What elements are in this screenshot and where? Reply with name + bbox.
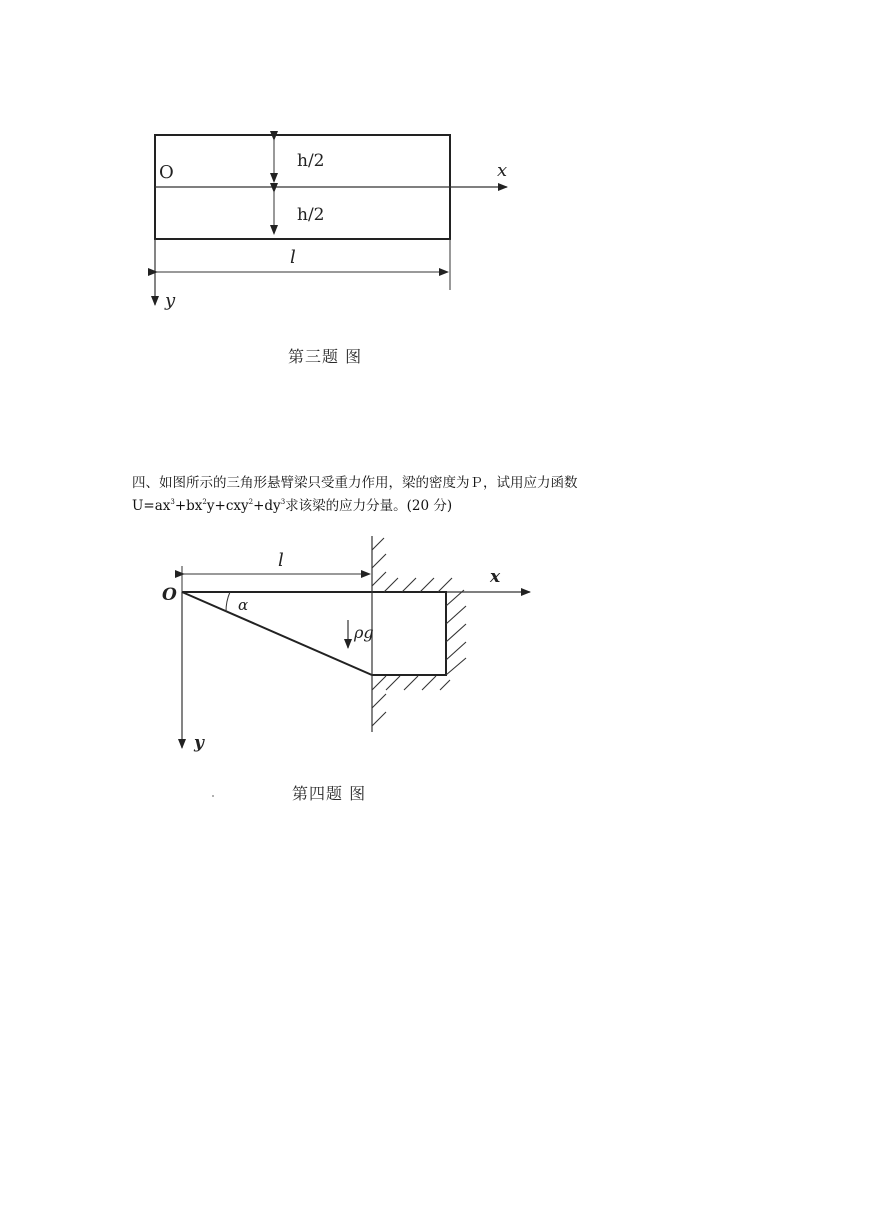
wall-hatching: [372, 538, 386, 726]
load-label: ρg: [354, 623, 374, 642]
question-4-tail: 求该梁的应力分量。(20 分): [285, 498, 453, 514]
x-axis-label: x: [497, 160, 508, 181]
origin-label: O: [159, 162, 174, 183]
formula-term: y+cxy: [206, 498, 249, 514]
x-axis-label: x: [490, 567, 501, 587]
bottom-half-label: h/2: [297, 205, 325, 225]
right-wall-hatching: [446, 590, 466, 675]
formula-exponent: 3: [170, 498, 175, 506]
top-half-label: h/2: [297, 151, 325, 171]
length-label: l: [278, 550, 284, 571]
formula-term: U=ax: [132, 498, 171, 514]
figure-4-caption: 第四题 图: [292, 784, 367, 803]
length-label: l: [290, 247, 296, 268]
angle-arc: [226, 592, 230, 612]
top-support-hatching: [384, 578, 452, 592]
origin-label: O: [162, 585, 177, 605]
formula-exponent: 2: [248, 498, 254, 506]
triangular-beam: [182, 592, 446, 675]
figure-4-diagram: [150, 530, 540, 770]
formula-term: +dy: [253, 498, 281, 514]
figure-3-diagram: [135, 120, 535, 320]
formula-exponent: 3: [280, 498, 286, 506]
y-axis-label: y: [165, 290, 176, 311]
formula-term: +bx: [174, 498, 203, 514]
angle-label: α: [238, 596, 249, 614]
y-axis-label: y: [194, 733, 204, 753]
bottom-support-hatching: [386, 676, 450, 690]
figure-3-caption: 第三题 图: [288, 347, 363, 366]
formula-exponent: 2: [202, 498, 207, 506]
question-4-line-2: [132, 494, 452, 514]
question-4-line-1: 四、如图所示的三角形悬臂梁只受重力作用，梁的密度为Ｐ，试用应力函数: [132, 475, 578, 491]
scan-speck: [212, 795, 214, 797]
